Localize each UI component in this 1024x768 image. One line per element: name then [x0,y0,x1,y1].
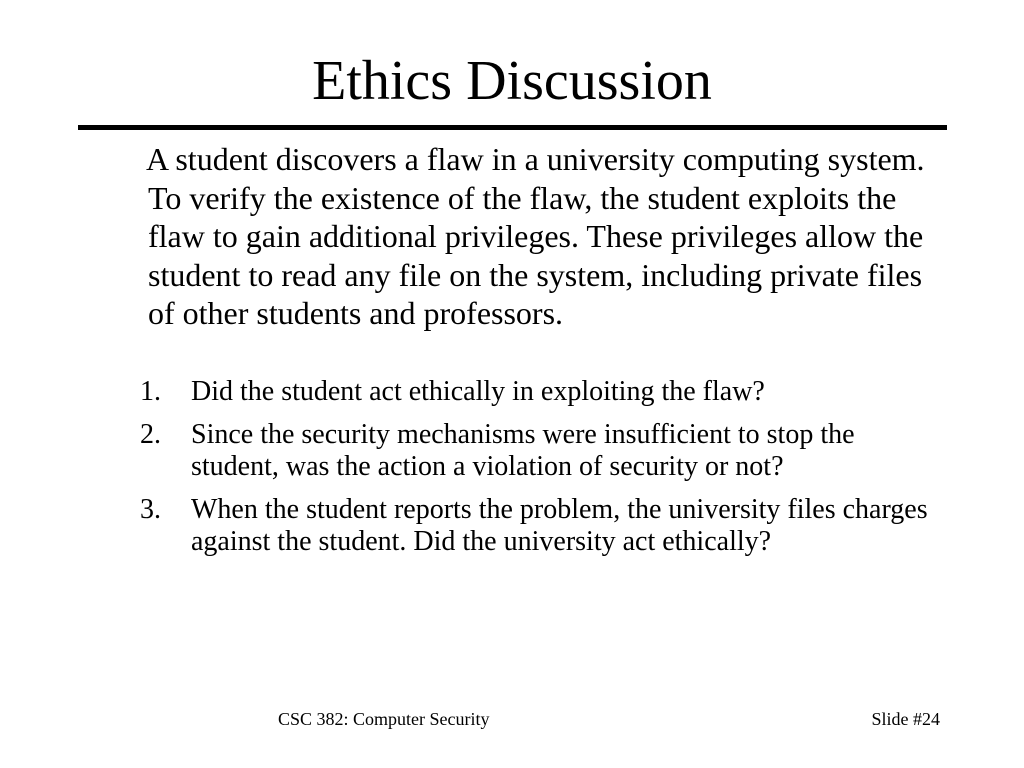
question-text: Since the security mechanisms were insufficient to stop the student, was the action a violation of security or not? [191,418,855,482]
question-number: 2. [140,418,161,450]
question-number: 3. [140,493,161,525]
question-item-3 [140,494,930,559]
footer-course-name: CSC 382: Computer Security [278,709,490,729]
question-item-2 [140,419,930,484]
footer-slide-number: Slide #24 [871,709,940,729]
question-item-1 [140,376,930,409]
question-list [140,376,930,569]
question-text: Did the student act ethically in exploiting the flaw? [191,376,765,407]
question-text: When the student reports the problem, the university files charges against the student. Did the university act ethically? [191,493,928,557]
title-divider [78,125,947,130]
slide-title: Ethics Discussion [312,50,712,112]
question-number: 1. [140,376,161,407]
scenario-paragraph: A student discovers a flaw in a university computing system. To verify the existence of the flaw, the student exploits the flaw to gain additional privileges. These privileges allow the student to read any file on the system, including private files of other students and professors. [146,141,925,331]
